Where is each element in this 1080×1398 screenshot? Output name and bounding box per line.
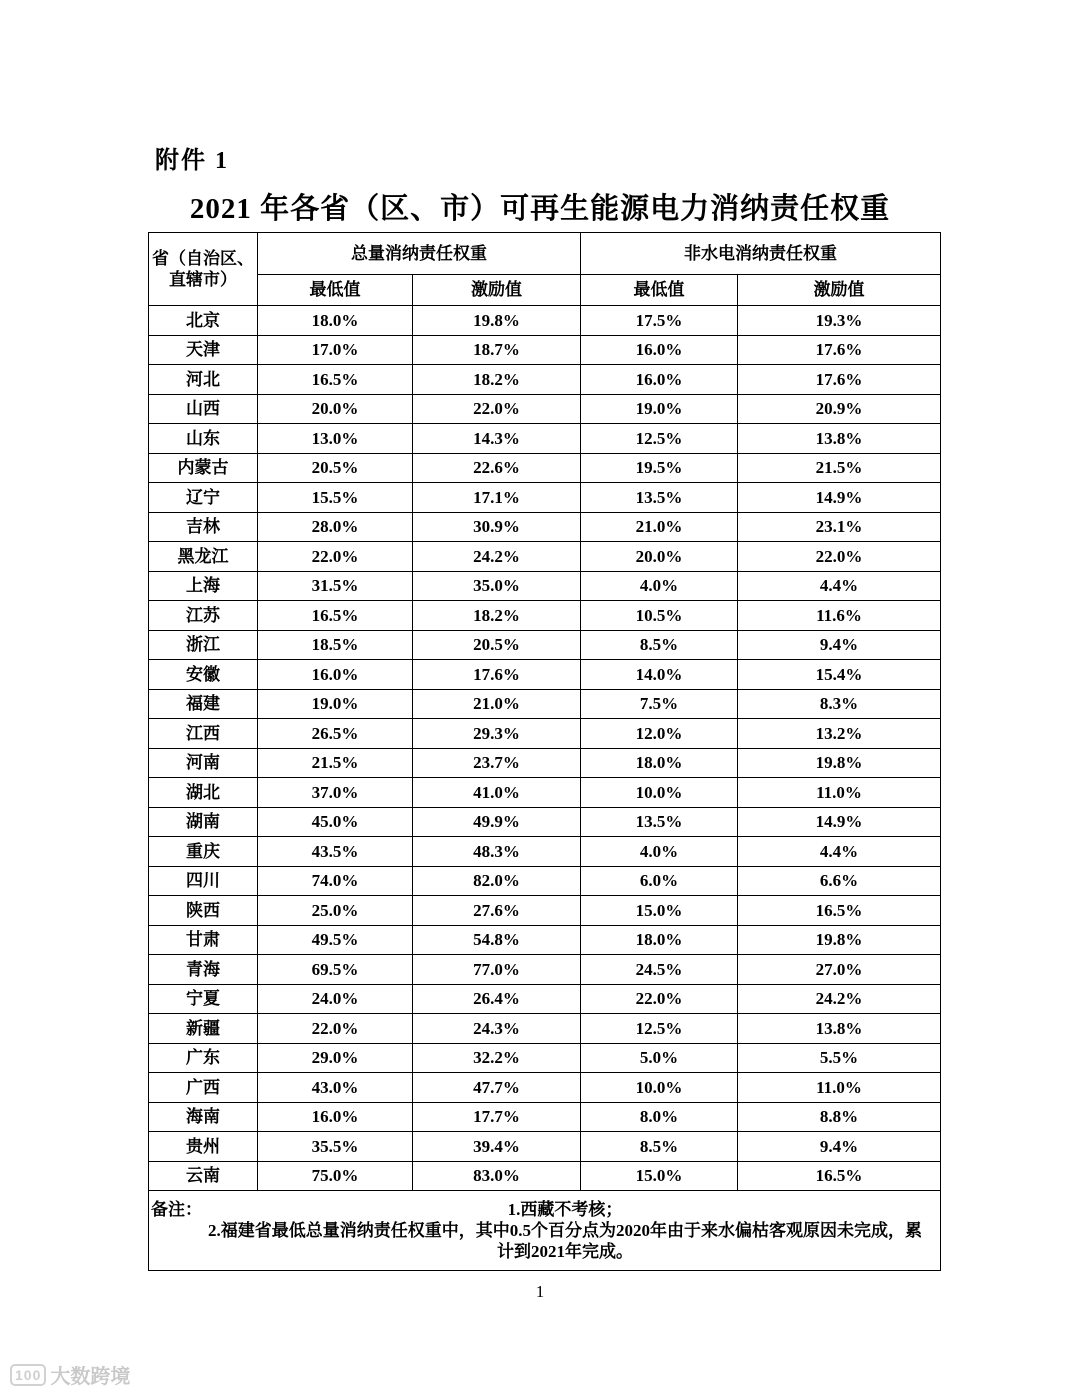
value-cell: 17.5% [581, 306, 738, 336]
province-cell: 河北 [149, 365, 258, 395]
value-cell: 18.0% [258, 306, 413, 336]
province-cell: 宁夏 [149, 984, 258, 1014]
value-cell: 16.0% [258, 660, 413, 690]
province-cell: 新疆 [149, 1014, 258, 1044]
table-row [149, 689, 941, 719]
province-cell: 辽宁 [149, 483, 258, 513]
table-row [149, 1102, 941, 1132]
value-cell: 17.6% [738, 335, 941, 365]
province-cell: 贵州 [149, 1132, 258, 1162]
value-cell: 19.8% [738, 748, 941, 778]
province-cell: 上海 [149, 571, 258, 601]
value-cell: 12.5% [581, 1014, 738, 1044]
value-cell: 21.5% [258, 748, 413, 778]
value-cell: 25.0% [258, 896, 413, 926]
value-cell: 43.5% [258, 837, 413, 867]
value-cell: 17.6% [738, 365, 941, 395]
value-cell: 16.0% [258, 1102, 413, 1132]
table-row [149, 483, 941, 513]
value-cell: 27.6% [413, 896, 581, 926]
header-total-min: 最低值 [258, 275, 413, 306]
province-cell: 江苏 [149, 601, 258, 631]
table-header [149, 233, 941, 306]
province-cell: 内蒙古 [149, 453, 258, 483]
value-cell: 19.0% [581, 394, 738, 424]
value-cell: 12.5% [581, 424, 738, 454]
value-cell: 11.0% [738, 1073, 941, 1103]
province-cell: 湖南 [149, 807, 258, 837]
province-cell: 广西 [149, 1073, 258, 1103]
header-group-row [149, 233, 941, 275]
value-cell: 14.9% [738, 807, 941, 837]
value-cell: 24.2% [413, 542, 581, 572]
value-cell: 29.0% [258, 1043, 413, 1073]
value-cell: 16.0% [581, 365, 738, 395]
table-row [149, 719, 941, 749]
value-cell: 13.8% [738, 424, 941, 454]
value-cell: 24.5% [581, 955, 738, 985]
value-cell: 35.0% [413, 571, 581, 601]
attachment-label: 附件 1 [155, 148, 229, 174]
table-row [149, 394, 941, 424]
value-cell: 14.0% [581, 660, 738, 690]
value-cell: 6.6% [738, 866, 941, 896]
value-cell: 20.9% [738, 394, 941, 424]
province-cell: 北京 [149, 306, 258, 336]
province-cell: 陕西 [149, 896, 258, 926]
value-cell: 29.3% [413, 719, 581, 749]
table-row [149, 837, 941, 867]
table-row [149, 660, 941, 690]
value-cell: 18.7% [413, 335, 581, 365]
table-row [149, 571, 941, 601]
province-cell: 山东 [149, 424, 258, 454]
value-cell: 8.5% [581, 630, 738, 660]
table-row [149, 1014, 941, 1044]
value-cell: 22.0% [413, 394, 581, 424]
province-cell: 湖北 [149, 778, 258, 808]
value-cell: 6.0% [581, 866, 738, 896]
value-cell: 10.5% [581, 601, 738, 631]
watermark [10, 1360, 130, 1389]
value-cell: 54.8% [413, 925, 581, 955]
header-nonhydro-incentive: 激励值 [738, 275, 941, 306]
province-cell: 安徽 [149, 660, 258, 690]
value-cell: 5.5% [738, 1043, 941, 1073]
value-cell: 11.6% [738, 601, 941, 631]
province-cell: 广东 [149, 1043, 258, 1073]
province-cell: 河南 [149, 748, 258, 778]
value-cell: 39.4% [413, 1132, 581, 1162]
value-cell: 19.8% [738, 925, 941, 955]
header-sub-row [149, 275, 941, 306]
table-row [149, 365, 941, 395]
value-cell: 19.5% [581, 453, 738, 483]
value-cell: 32.2% [413, 1043, 581, 1073]
value-cell: 18.5% [258, 630, 413, 660]
value-cell: 18.2% [413, 365, 581, 395]
value-cell: 26.4% [413, 984, 581, 1014]
value-cell: 30.9% [413, 512, 581, 542]
header-nonhydro-group: 非水电消纳责任权重 [581, 233, 941, 275]
notes-content [202, 1199, 938, 1263]
value-cell: 4.4% [738, 837, 941, 867]
value-cell: 22.0% [581, 984, 738, 1014]
value-cell: 10.0% [581, 1073, 738, 1103]
value-cell: 35.5% [258, 1132, 413, 1162]
notes-label: 备注： [151, 1199, 202, 1219]
value-cell: 9.4% [738, 1132, 941, 1162]
value-cell: 22.0% [738, 542, 941, 572]
value-cell: 21.5% [738, 453, 941, 483]
table-row [149, 925, 941, 955]
header-total-group: 总量消纳责任权重 [258, 233, 581, 275]
value-cell: 19.8% [413, 306, 581, 336]
header-province: 省（自治区、直辖市） [149, 233, 258, 306]
responsibility-weight-table [148, 232, 941, 1271]
value-cell: 11.0% [738, 778, 941, 808]
value-cell: 83.0% [413, 1161, 581, 1191]
value-cell: 8.8% [738, 1102, 941, 1132]
value-cell: 82.0% [413, 866, 581, 896]
value-cell: 4.0% [581, 837, 738, 867]
value-cell: 22.0% [258, 1014, 413, 1044]
value-cell: 22.6% [413, 453, 581, 483]
province-cell: 青海 [149, 955, 258, 985]
value-cell: 21.0% [581, 512, 738, 542]
province-cell: 重庆 [149, 837, 258, 867]
page-title: 2021 年各省（区、市）可再生能源电力消纳责任权重 [189, 193, 891, 225]
province-cell: 甘肃 [149, 925, 258, 955]
province-cell: 云南 [149, 1161, 258, 1191]
value-cell: 8.3% [738, 689, 941, 719]
value-cell: 41.0% [413, 778, 581, 808]
value-cell: 23.1% [738, 512, 941, 542]
province-cell: 海南 [149, 1102, 258, 1132]
value-cell: 18.0% [581, 748, 738, 778]
value-cell: 16.5% [738, 896, 941, 926]
value-cell: 19.3% [738, 306, 941, 336]
table-row [149, 778, 941, 808]
table-row [149, 630, 941, 660]
value-cell: 13.5% [581, 483, 738, 513]
watermark-text: 大数跨境 [50, 1366, 131, 1388]
table-row [149, 335, 941, 365]
value-cell: 24.3% [413, 1014, 581, 1044]
value-cell: 16.0% [581, 335, 738, 365]
header-total-incentive: 激励值 [413, 275, 581, 306]
province-cell: 福建 [149, 689, 258, 719]
province-cell: 吉林 [149, 512, 258, 542]
value-cell: 13.0% [258, 424, 413, 454]
value-cell: 8.5% [581, 1132, 738, 1162]
header-nonhydro-min: 最低值 [581, 275, 738, 306]
value-cell: 75.0% [258, 1161, 413, 1191]
value-cell: 20.0% [258, 394, 413, 424]
value-cell: 13.2% [738, 719, 941, 749]
table-row [149, 1132, 941, 1162]
table-row [149, 748, 941, 778]
value-cell: 22.0% [258, 542, 413, 572]
value-cell: 17.1% [413, 483, 581, 513]
value-cell: 15.5% [258, 483, 413, 513]
value-cell: 37.0% [258, 778, 413, 808]
value-cell: 7.5% [581, 689, 738, 719]
value-cell: 20.5% [258, 453, 413, 483]
value-cell: 14.9% [738, 483, 941, 513]
value-cell: 47.7% [413, 1073, 581, 1103]
table-footer [149, 1191, 941, 1271]
watermark-logo-icon: 100 [10, 1364, 46, 1386]
table-body [149, 306, 941, 1191]
value-cell: 27.0% [738, 955, 941, 985]
value-cell: 8.0% [581, 1102, 738, 1132]
value-cell: 69.5% [258, 955, 413, 985]
province-cell: 天津 [149, 335, 258, 365]
value-cell: 17.7% [413, 1102, 581, 1132]
table-row [149, 424, 941, 454]
table-row [149, 542, 941, 572]
value-cell: 13.5% [581, 807, 738, 837]
value-cell: 19.0% [258, 689, 413, 719]
value-cell: 18.0% [581, 925, 738, 955]
note-line-1: 1.西藏不考核； [507, 1199, 623, 1219]
table-row [149, 866, 941, 896]
value-cell: 21.0% [413, 689, 581, 719]
table-row [149, 601, 941, 631]
value-cell: 74.0% [258, 866, 413, 896]
value-cell: 24.2% [738, 984, 941, 1014]
value-cell: 13.8% [738, 1014, 941, 1044]
value-cell: 28.0% [258, 512, 413, 542]
value-cell: 5.0% [581, 1043, 738, 1073]
table-row [149, 896, 941, 926]
table-row [149, 306, 941, 336]
value-cell: 18.2% [413, 601, 581, 631]
value-cell: 31.5% [258, 571, 413, 601]
value-cell: 9.4% [738, 630, 941, 660]
value-cell: 45.0% [258, 807, 413, 837]
note-line-2: 2.福建省最低总量消纳责任权重中，其中0.5个百分点为2020年由于来水偏枯客观原因未完成，累计到2021年完成。 [208, 1220, 922, 1262]
value-cell: 23.7% [413, 748, 581, 778]
value-cell: 24.0% [258, 984, 413, 1014]
notes-row [149, 1191, 941, 1271]
value-cell: 10.0% [581, 778, 738, 808]
value-cell: 4.4% [738, 571, 941, 601]
table-row [149, 955, 941, 985]
province-cell: 山西 [149, 394, 258, 424]
value-cell: 49.9% [413, 807, 581, 837]
value-cell: 16.5% [258, 365, 413, 395]
value-cell: 20.0% [581, 542, 738, 572]
value-cell: 15.0% [581, 896, 738, 926]
value-cell: 20.5% [413, 630, 581, 660]
value-cell: 26.5% [258, 719, 413, 749]
table-row [149, 1161, 941, 1191]
value-cell: 15.0% [581, 1161, 738, 1191]
province-cell: 四川 [149, 866, 258, 896]
page-number: 1 [535, 1282, 545, 1301]
value-cell: 15.4% [738, 660, 941, 690]
value-cell: 17.0% [258, 335, 413, 365]
value-cell: 17.6% [413, 660, 581, 690]
value-cell: 43.0% [258, 1073, 413, 1103]
value-cell: 12.0% [581, 719, 738, 749]
value-cell: 48.3% [413, 837, 581, 867]
table-row [149, 1073, 941, 1103]
table-row [149, 807, 941, 837]
value-cell: 49.5% [258, 925, 413, 955]
value-cell: 14.3% [413, 424, 581, 454]
value-cell: 4.0% [581, 571, 738, 601]
value-cell: 16.5% [738, 1161, 941, 1191]
province-cell: 黑龙江 [149, 542, 258, 572]
table-row [149, 984, 941, 1014]
value-cell: 77.0% [413, 955, 581, 985]
value-cell: 16.5% [258, 601, 413, 631]
province-cell: 江西 [149, 719, 258, 749]
table-row [149, 453, 941, 483]
table-row [149, 1043, 941, 1073]
notes-cell [149, 1191, 941, 1271]
table-row [149, 512, 941, 542]
province-cell: 浙江 [149, 630, 258, 660]
